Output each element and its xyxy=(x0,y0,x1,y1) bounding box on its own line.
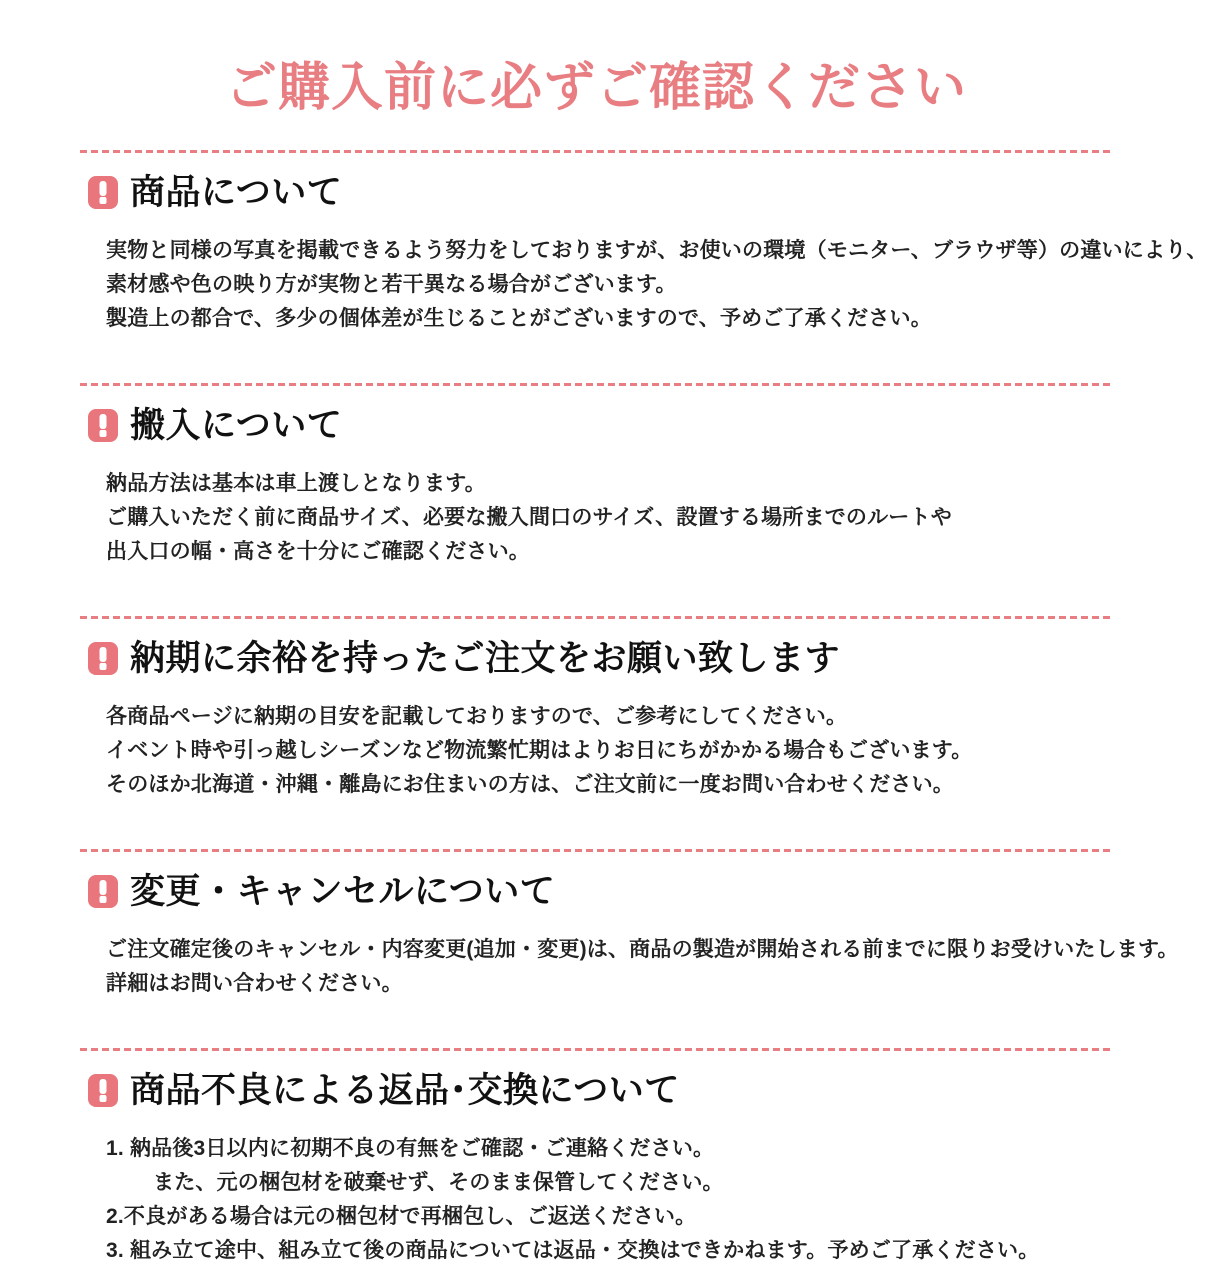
exclamation-dot xyxy=(100,896,107,903)
section-heading: 搬入について xyxy=(130,406,343,446)
notice-section xyxy=(80,852,1179,1015)
section-body xyxy=(106,467,1112,569)
section-body xyxy=(106,700,1112,802)
exclamation-dot xyxy=(100,430,107,437)
exclamation-dot xyxy=(100,197,107,204)
section-body xyxy=(106,933,1179,1001)
exclamation-icon xyxy=(88,875,118,908)
exclamation-bar xyxy=(100,647,107,662)
section-header xyxy=(88,1071,1112,1111)
body-line: 詳細はお問い合わせください。 xyxy=(106,972,403,996)
body-line: 納品方法は基本は車上渡しとなります。 xyxy=(106,472,486,496)
body-line: イベント時や引っ越しシーズンなど物流繁忙期はよりお日にちがかかる場合もございます。 xyxy=(106,739,973,763)
section-header xyxy=(88,173,1112,213)
notice-section xyxy=(80,619,1112,816)
sections-container xyxy=(80,153,1208,1282)
exclamation-bar xyxy=(100,181,107,196)
exclamation-dot xyxy=(100,1095,107,1102)
exclamation-icon xyxy=(88,642,118,675)
section-header xyxy=(88,872,1112,912)
exclamation-bar xyxy=(100,414,107,429)
body-line: 3. 組み立て途中、組み立て後の商品については返品・交換はできかねます。予めご了承ください。 xyxy=(106,1239,1040,1263)
section-body xyxy=(106,234,1208,336)
exclamation-icon xyxy=(88,409,118,442)
section-heading: 変更・キャンセルについて xyxy=(130,872,556,912)
body-line: 1. 納品後3日以内に初期不良の有無をご確認・ご連絡ください。 xyxy=(106,1137,715,1161)
exclamation-bar xyxy=(100,880,107,895)
body-line: 2.不良がある場合は元の梱包材で再梱包し、ご返送ください。 xyxy=(106,1205,697,1229)
section-heading: 商品不良による返品･交換について xyxy=(130,1071,680,1111)
exclamation-icon xyxy=(88,176,118,209)
body-line: 実物と同様の写真を掲載できるよう努力をしておりますが、お使いの環境（モニター、ブラウザ等）の違いにより、 xyxy=(106,239,1208,263)
section-header xyxy=(88,639,1112,679)
section-heading: 商品について xyxy=(130,173,343,213)
body-line: 素材感や色の映り方が実物と若干異なる場合がございます。 xyxy=(106,273,677,297)
notice-section xyxy=(80,1051,1112,1282)
body-line: 各商品ページに納期の目安を記載しておりますので、ご参考にしてください。 xyxy=(106,705,848,729)
body-line: 出入口の幅・高さを十分にご確認ください。 xyxy=(106,540,530,564)
body-line: ご購入いただく前に商品サイズ、必要な搬入間口のサイズ、設置する場所までのルートや xyxy=(106,506,952,530)
section-heading: 納期に余裕を持ったご注文をお願い致します xyxy=(130,639,841,679)
body-line: また、元の梱包材を破棄せず、そのまま保管してください。 xyxy=(153,1171,724,1195)
exclamation-dot xyxy=(100,663,107,670)
section-header xyxy=(88,406,1112,446)
section-body xyxy=(106,1132,1112,1268)
notice-section xyxy=(80,386,1112,583)
exclamation-icon xyxy=(88,1074,118,1107)
page-title: ご購入前に必ずご確認ください xyxy=(224,59,967,117)
body-line: 製造上の都合で、多少の個体差が生じることがございますので、予めご了承ください。 xyxy=(106,307,932,331)
notice-section xyxy=(80,153,1208,350)
exclamation-bar xyxy=(100,1079,107,1094)
body-line: ご注文確定後のキャンセル・内容変更(追加・変更)は、商品の製造が開始される前までに限りお受けいたします。 xyxy=(106,938,1179,962)
body-line: そのほか北海道・沖縄・離島にお住まいの方は、ご注文前に一度お問い合わせください。 xyxy=(106,773,954,797)
